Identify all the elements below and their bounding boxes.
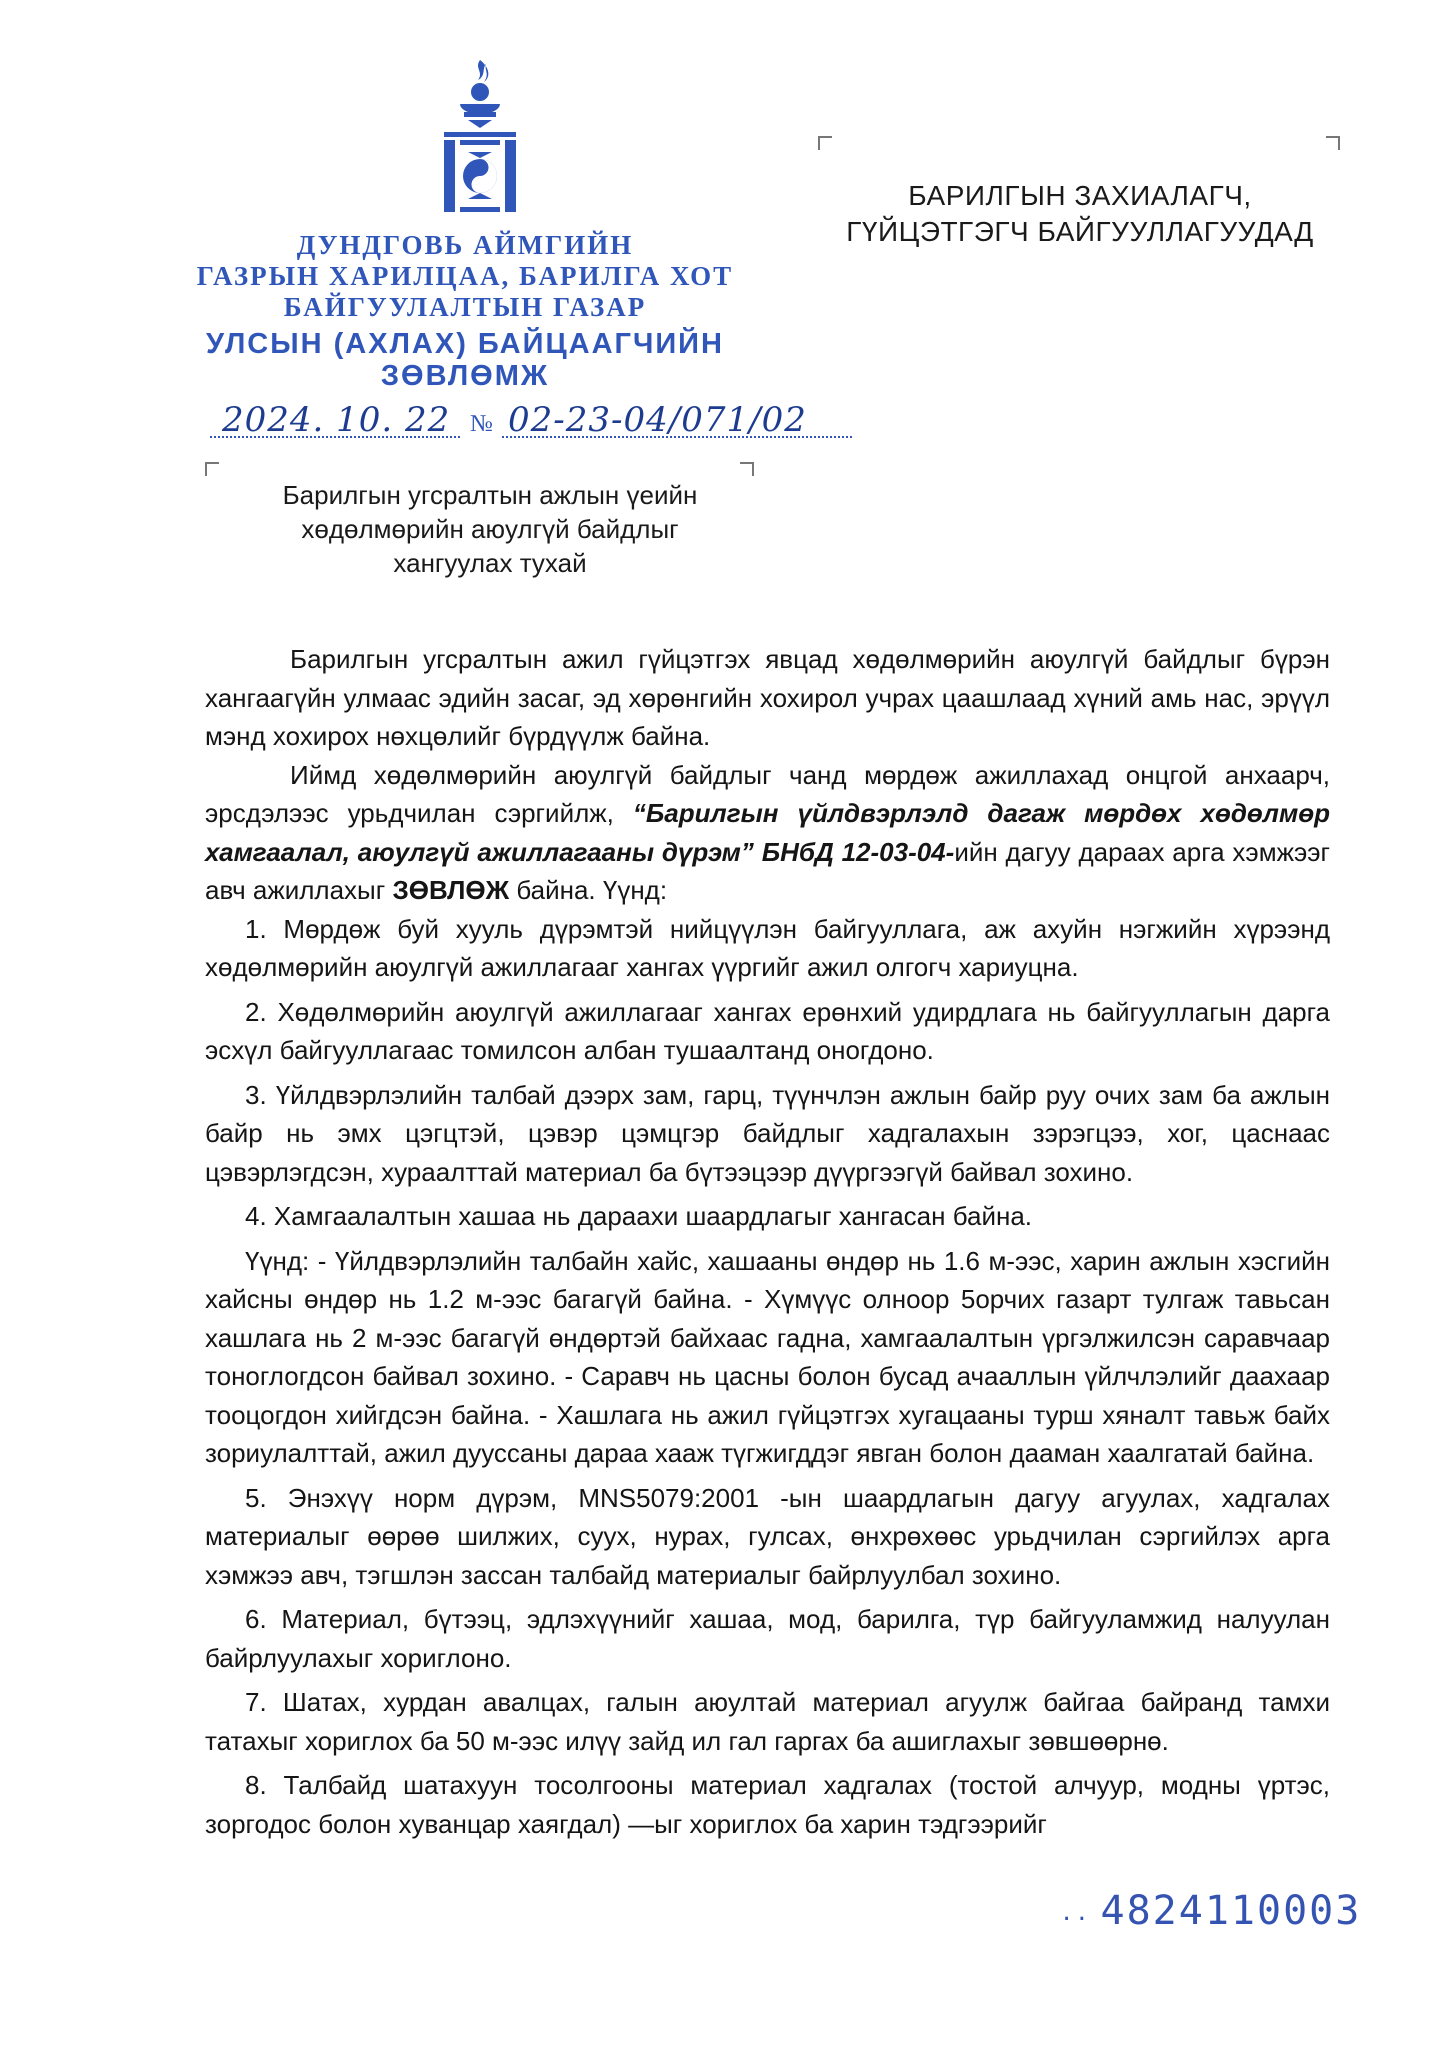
org-line-2: ГАЗРЫН ХАРИЛЦАА, БАРИЛГА ХОТ <box>196 261 734 291</box>
addressee-line-2: ГҮЙЦЭТГЭГЧ БАЙГУУЛЛАГУУДАД <box>846 216 1314 247</box>
paragraph-intro: Барилгын угсралтын ажил гүйцэтгэх явцад хөдөлмөрийн аюулгүй байдлыг бүрэн хангаагүйн улмаас эдийн засаг, эд хөрөнгийн хохирол учрах цаашлаад хүний амь нас, эрүүл мэнд хохирох нөхцөлийг бүрдүүлж байна. <box>205 644 1330 751</box>
serial-number: 4824110003 <box>1100 1888 1362 1934</box>
recommendation-text-f: байна. Үүнд: <box>516 875 668 905</box>
soyombo-emblem-icon <box>438 58 522 216</box>
regulation-title: “Барилгын үйлдвэрлэлд дагаж мөрдөх хөдөлмөр хамгаалал, аюулгүй ажиллагааны дүрэм” <box>205 798 1330 867</box>
subject <box>240 478 740 580</box>
subject-line-1: Барилгын угсралтын ажлын үеийн <box>282 480 698 510</box>
subject-line-3: хангуулах тухай <box>393 548 587 578</box>
subject-line-2: хөдөлмөрийн аюулгүй байдлыг <box>301 514 679 544</box>
serial-number-stamp <box>1060 1888 1361 1934</box>
list-item-8: 8. Талбайд шатахуун тосолгооны материал хадгалах (тостой алчуур, модны үртэс, зоргодос болон хуванцар хаягдал) —ыг хориглох ба харин тэдгээрийг <box>205 1770 1330 1839</box>
handwritten-date: 2024. 10. 22 <box>222 400 451 440</box>
list-item-2: 2. Хөдөлмөрийн аюулгүй ажиллагааг хангах ерөнхий удирдлага нь байгууллагын дарга эсхүл байгууллагаас томилсон албан тушаалтанд оногдоно. <box>205 996 1330 1065</box>
addressee <box>820 178 1340 250</box>
inspector-line-2: ЗӨВЛӨМЖ <box>380 360 550 392</box>
subject-bracket-left <box>205 462 219 476</box>
reference-line <box>200 400 860 444</box>
recommendation-text-a: Иймд хөдөлмөрийн аюулгүй байдлыг чанд мөрдөж ажиллахад онцгой анхаарч, эрсдэлээс урьдчилан сэргийлж, <box>205 759 1330 828</box>
recommend-keyword: ЗӨВЛӨЖ <box>392 875 510 905</box>
recommendation-text-d: ийн дагуу дараах арга хэмжээг авч ажиллахыг <box>205 836 1330 905</box>
number-sign: № <box>470 411 493 437</box>
letter-body <box>205 640 1330 1843</box>
serial-prefix: .. <box>1060 1900 1091 1926</box>
addressee-line-1: БАРИЛГЫН ЗАХИАЛАГЧ, <box>908 180 1252 211</box>
list-item-7: 7. Шатах, хурдан авалцах, галын аюултай материал агуулж байгаа байранд тамхи татахыг хориглох ба 50 м-ээс илүү зайд ил гал гаргах ба ашиглахыг зөвшөөрнө. <box>205 1687 1330 1756</box>
addressee-bracket-left <box>818 136 832 150</box>
subject-bracket-right <box>740 462 754 476</box>
list-item-4-detail: Үүнд: - Үйлдвэрлэлийн талбайн хайс, хашааны өндөр нь 1.6 м-ээс, харин ажлын хэсгийн хайсны өндөр нь 1.2 м-ээс багагүй байна. - Хүмүүс олноор 5орчих газарт тулгаж тавьсан хашлага нь 2 м-ээс багагүй өндөртэй байхаас гадна, хамгаалалтын үргэлжилсэн саравчаар тоноглогдсон байвал зохино. - Саравч нь цасны болон бусад ачааллын үйлчлэлийг даахаар тооцогдон хийгдсэн байна. - Хашлага нь ажил гүйцэтгэх хугацааны турш хяналт тавьж байх зориулалттай, ажил дууссаны дараа хааж түгжигддэг явган болон дааман хаалгатай байна. <box>205 1245 1330 1468</box>
list-item-3: 3. Үйлдвэрлэлийн талбай дээрх зам, гарц, түүнчлэн ажлын байр руу очих зам ба ажлын байр нь эмх цэгцтэй, цэвэр цэмцгэр байдлыг хадгалахын зэрэгцээ, хог, цаснаас цэвэрлэгдсэн, хураалттай материал ба бүтээцээр дүүргээгүй байвал зохино. <box>205 1079 1330 1187</box>
inspector-line-1: УЛСЫН (АХЛАХ) БАЙЦААГЧИЙН <box>206 328 724 360</box>
regulation-code: БНбД 12-03-04- <box>761 836 955 867</box>
org-line-3: БАЙГУУЛАЛТЫН ГАЗАР <box>283 292 647 322</box>
addressee-bracket-right <box>1326 136 1340 150</box>
list-item-1: 1. Мөрдөж буй хууль дүрэмтэй нийцүүлэн байгууллага, аж ахуйн нэгжийн хүрээнд хөдөлмөрийн аюулгүй ажиллагааг хангах үүргийг ажил олгогч хариуцна. <box>205 913 1330 982</box>
list-item-6: 6. Материал, бүтээц, эдлэхүүнийг хашаа, мод, барилга, түр байгууламжид налуулан байрлуулахыг хориглоно. <box>205 1604 1330 1673</box>
handwritten-number: 02-23-04/071/02 <box>508 400 807 440</box>
org-line-1: ДУНДГОВЬ АЙМГИЙН <box>296 230 634 260</box>
list-item-5: 5. Энэхүү норм дүрэм, MNS5079:2001 -ын шаардлагын дагуу агуулах, хадгалах материалыг өөрөө шилжих, суух, нурах, гулсах, өнхрөхөөс урьдчилан сэргийлэх арга хэмжээ авч, тэгшлэн зассан талбайд материалыг байрлуулбал зохино. <box>205 1482 1330 1590</box>
list-item-4: 4. Хамгаалалтын хашаа нь дараахи шаардлагыг хангасан байна. <box>245 1201 1033 1231</box>
paragraph-recommendation <box>205 756 1330 910</box>
